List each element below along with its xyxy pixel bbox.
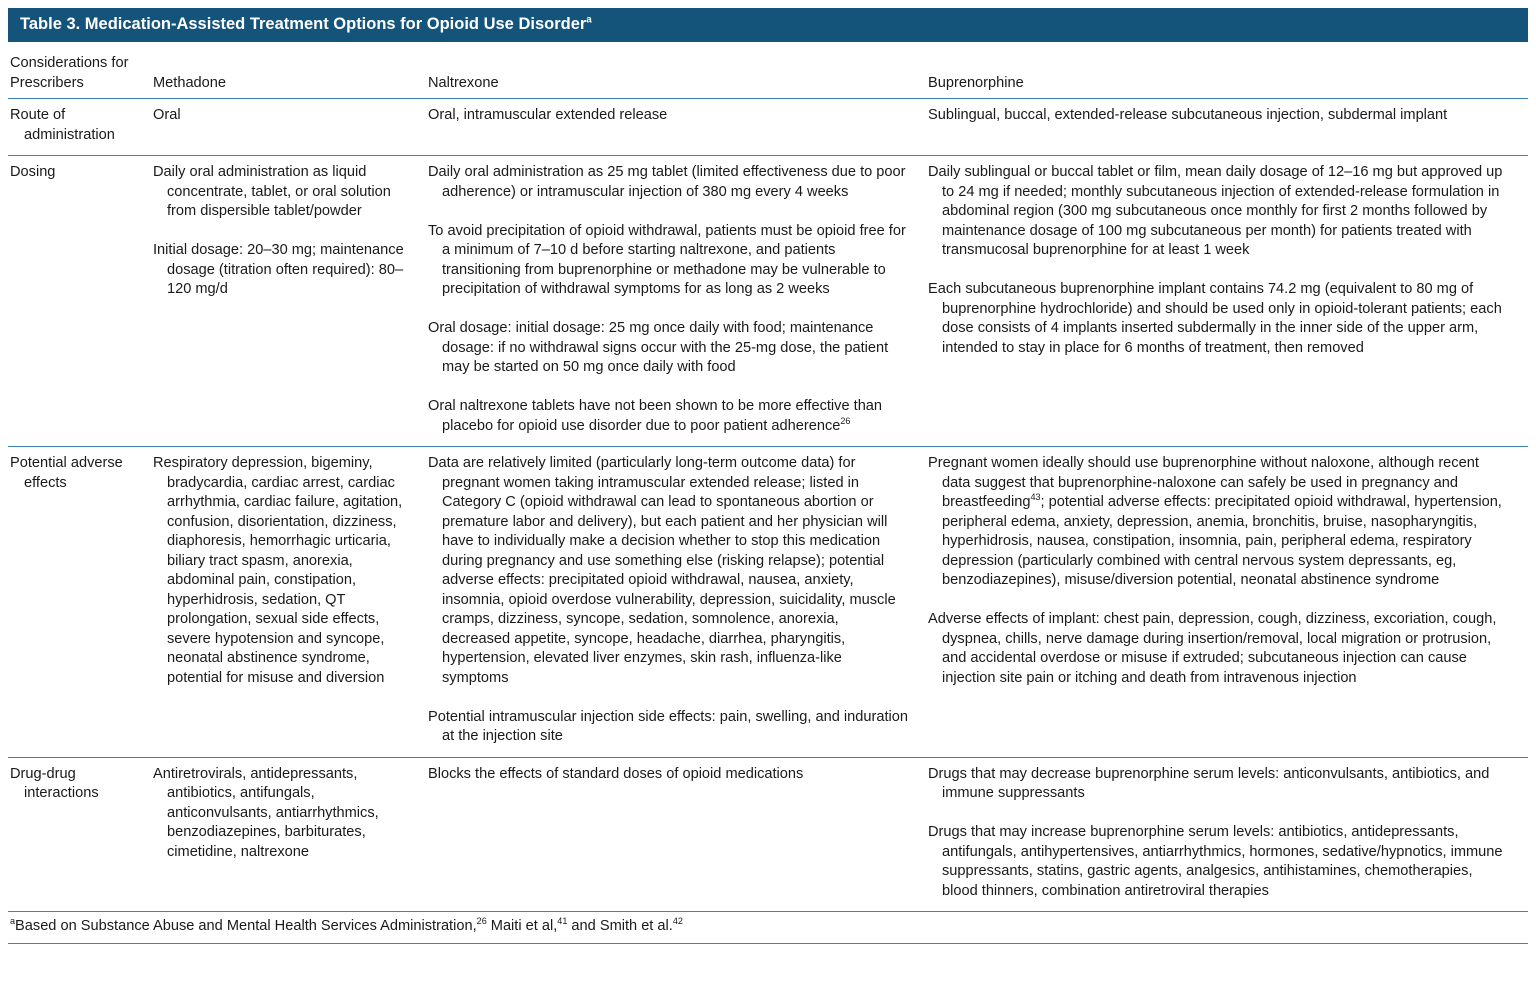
footnote-text: Based on Substance Abuse and Mental Health Services Administration,: [15, 918, 477, 934]
cell-paragraph: [928, 454, 1510, 591]
footnote-text: Maiti et al,: [486, 918, 558, 934]
cell-paragraph: Daily oral administration as liquid concentrate, tablet, or oral solution from dispersible tablet/powder: [153, 164, 391, 219]
table-footnote: [8, 912, 1528, 944]
adverse-buprenorphine-cell: [926, 447, 1528, 758]
cell-paragraph: Daily sublingual or buccal tablet or film, mean daily dosage of 12–16 mg but approved up to 24 mg if needed; monthly subcutaneous injection of extended-release formulation in abdominal region (300 mg subcutaneous once monthly for first 2 months followed by maintenance dosage of 100 mg subcutaneous per month) for patients treated with transmucosal buprenorphine for at least 1 week: [928, 164, 1503, 258]
reference-superscript: 42: [672, 916, 683, 927]
cell-paragraph: Respiratory depression, bigeminy, bradycardia, cardiac arrest, cardiac arrhythmia, cardiac failure, agitation, confusion, disorientation, dizziness, diaphoresis, hemorrhagic urticaria, biliary tract spasm, anorexia, abdominal pain, constipation, hyperhidrosis, sedation, QT prolongation, sexual side effects, severe hypotension and syncope, neonatal abstinence syndrome, potential for misuse and diversion: [153, 455, 403, 686]
column-header-naltrexone: Naltrexone: [426, 42, 926, 99]
cell-paragraph: Blocks the effects of standard doses of opioid medications: [428, 765, 804, 782]
cell-paragraph: Drugs that may decrease buprenorphine serum levels: anticonvulsants, antibiotics, and immune suppressants: [928, 765, 1490, 801]
cell-paragraph: Drugs that may increase buprenorphine serum levels: antibiotics, antidepressants, antifungals, antihypertensives, antiarrhythmics, hormones, sedative/hypnotics, immune suppressants, statins, gastric agents, analgesics, antihistamines, chemotherapies, blood thinners, combination antiretroviral therapies: [928, 824, 1503, 899]
cell-paragraph: Sublingual, buccal, extended-release subcutaneous injection, subdermal implant: [928, 107, 1448, 123]
route-naltrexone-cell: [426, 99, 926, 156]
cell-paragraph: Initial dosage: 20–30 mg; maintenance dosage (titration often required): 80–120 mg/d: [153, 242, 404, 297]
reference-superscript: 26: [840, 415, 851, 426]
row-dosing: [8, 156, 1528, 447]
paragraph-text: Pregnant women ideally should use buprenorphine without naloxone, although recent data suggest that buprenorphine-naloxone can safely be used in pregnancy and breastfeeding: [928, 455, 1479, 510]
footnote-marker: a: [10, 916, 16, 927]
column-header-buprenorphine: Buprenorphine: [926, 42, 1528, 99]
footnote-text: and Smith et al.: [567, 918, 673, 934]
row-label-interactions: Drug-drug interactions: [10, 765, 99, 801]
reference-superscript: 26: [476, 916, 487, 927]
row-label-adverse-effects: Potential adverse effects: [10, 455, 123, 491]
paragraph-text: Oral naltrexone tablets have not been shown to be more effective than placebo for opioid use disorder due to poor patient adherence: [428, 398, 883, 434]
adverse-methadone-cell: [151, 447, 426, 758]
cell-paragraph: Potential intramuscular injection side effects: pain, swelling, and induration at the injection site: [428, 708, 908, 744]
route-buprenorphine-cell: [926, 99, 1528, 156]
cell-paragraph: Oral: [153, 107, 181, 123]
treatment-options-table: [8, 42, 1528, 912]
reference-superscript: 41: [557, 916, 568, 927]
dosing-naltrexone-cell: [426, 156, 926, 447]
cell-paragraph: Oral, intramuscular extended release: [428, 107, 668, 123]
interactions-buprenorphine-cell: [926, 757, 1528, 912]
cell-paragraph: Antiretrovirals, antidepressants, antibiotics, antifungals, anticonvulsants, antiarrhythmics, benzodiazepines, barbiturates, cimetidine, naltrexone: [153, 765, 379, 860]
cell-paragraph: Data are relatively limited (particularly long-term outcome data) for pregnant women taking intramuscular extended release; listed in Category C (opioid withdrawal can lead to spontaneous abortion or premature labor and delivery), but each patient and her physician will have to individually make a decision whether to stop this medication during pregnancy and use something else (risking relapse); potential adverse effects: precipitated opioid withdrawal, nausea, anxiety, insomnia, opioid overdose vulnerability, depression, suicidality, muscle cramps, dizziness, syncope, sedation, somnolence, anorexia, decreased appetite, syncope, headache, diarrhea, pharyngitis, hypertension, elevated liver enzymes, skin rash, influenza-like symptoms: [428, 455, 896, 686]
table-title-footnote-marker: a: [586, 14, 592, 26]
interactions-methadone-cell: [151, 757, 426, 912]
route-methadone-cell: [151, 99, 426, 156]
row-potential-adverse-effects: [8, 447, 1528, 758]
paragraph-text: ; potential adverse effects: precipitated opioid withdrawal, hypertension, peripheral edema, anxiety, depression, anemia, bronchitis, bruise, nasopharyngitis, hyperhidrosis, nausea, constipation, insomnia, pain, peripheral edema, respiratory depression (particularly combined with central nervous system depressants, eg, benzodiazepines), misuse/diversion potential, neonatal abstinence syndrome: [942, 494, 1502, 588]
cell-paragraph: Oral dosage: initial dosage: 25 mg once daily with food; maintenance dosage: if no withdrawal signs occur with the 25-mg dose, the patient may be started on 50 mg once daily with food: [428, 320, 889, 375]
column-header-considerations: Considerations for Prescribers: [8, 42, 151, 99]
cell-paragraph: To avoid precipitation of opioid withdrawal, patients must be opioid free for a minimum of 7–10 d before starting naltrexone, and patients transitioning from buprenorphine or methadone may be vulnerable to precipitation of withdrawal symptoms for as long as 2 weeks: [428, 222, 906, 297]
adverse-naltrexone-cell: [426, 447, 926, 758]
row-label-dosing: Dosing: [10, 164, 56, 180]
column-header-row: [8, 42, 1528, 99]
cell-paragraph: Adverse effects of implant: chest pain, depression, cough, dizziness, excoriation, cough, dyspnea, chills, nerve damage during insertion/removal, local migration or protrusion, and accidental overdose or misuse if extruded; subcutaneous injection can cause injection site pain or itching and death from intravenous injection: [928, 611, 1497, 686]
interactions-naltrexone-cell: [426, 757, 926, 912]
table-title: Table 3. Medication-Assisted Treatment Options for Opioid Use Disorder: [20, 15, 587, 33]
dosing-methadone-cell: [151, 156, 426, 447]
table-title-bar: [8, 8, 1528, 42]
cell-paragraph: [428, 397, 908, 436]
cell-paragraph: Daily oral administration as 25 mg tablet (limited effectiveness due to poor adherence) or intramuscular injection of 380 mg every 4 weeks: [428, 164, 906, 200]
dosing-buprenorphine-cell: [926, 156, 1528, 447]
cell-paragraph: Each subcutaneous buprenorphine implant contains 74.2 mg (equivalent to 80 mg of buprenorphine hydrochloride) and should be used only in opioid-tolerant patients; each dose consists of 4 implants inserted subdermally in the inner side of the upper arm, intended to stay in place for 6 months of treatment, then removed: [928, 281, 1502, 356]
row-label-route: Route of administration: [10, 107, 115, 143]
reference-superscript: 43: [1030, 492, 1041, 503]
row-route-of-administration: [8, 99, 1528, 156]
column-header-methadone: Methadone: [151, 42, 426, 99]
row-drug-drug-interactions: [8, 757, 1528, 912]
